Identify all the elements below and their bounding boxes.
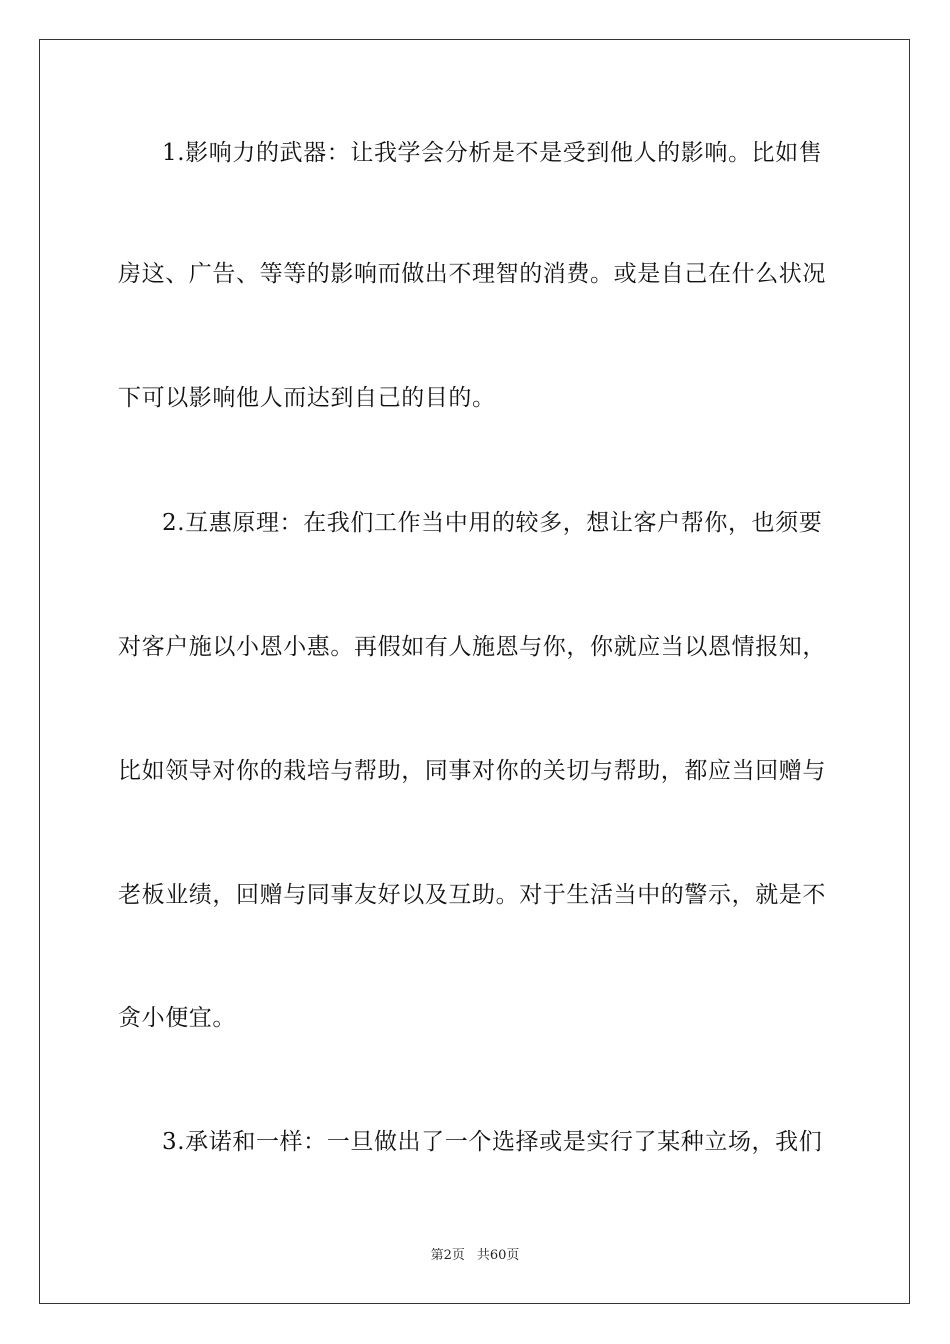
- paragraph-line: 贪小便宜。: [118, 1005, 236, 1031]
- paragraph-line: 房这、广告、等等的影响而做出不理智的消费。或是自己在什么状况: [118, 261, 826, 287]
- page-number: 第2页: [430, 1248, 465, 1263]
- paragraph-line: 对客户施以小恩小惠。再假如有人施恩与你，你就应当以恩情报知，: [118, 634, 826, 660]
- paragraph-line: 下可以影响他人而达到自己的目的。: [118, 385, 496, 411]
- paragraph-line: 比如领导对你的栽培与帮助，同事对你的关切与帮助，都应当回赠与: [118, 758, 826, 784]
- page-footer: [0, 1248, 950, 1264]
- page-total: 共60页: [476, 1248, 520, 1263]
- paragraph-line: 3.承诺和一样：一旦做出了一个选择或是实行了某种立场，我们: [162, 1129, 823, 1155]
- paragraph-line: 2.互惠原理：在我们工作当中用的较多，想让客户帮你，也须要: [162, 510, 823, 536]
- paragraph-line: 1.影响力的武器：让我学会分析是不是受到他人的影响。比如售: [162, 140, 823, 166]
- page-border: [39, 39, 910, 1304]
- paragraph-line: 老板业绩，回赠与同事友好以及互助。对于生活当中的警示，就是不: [118, 882, 826, 908]
